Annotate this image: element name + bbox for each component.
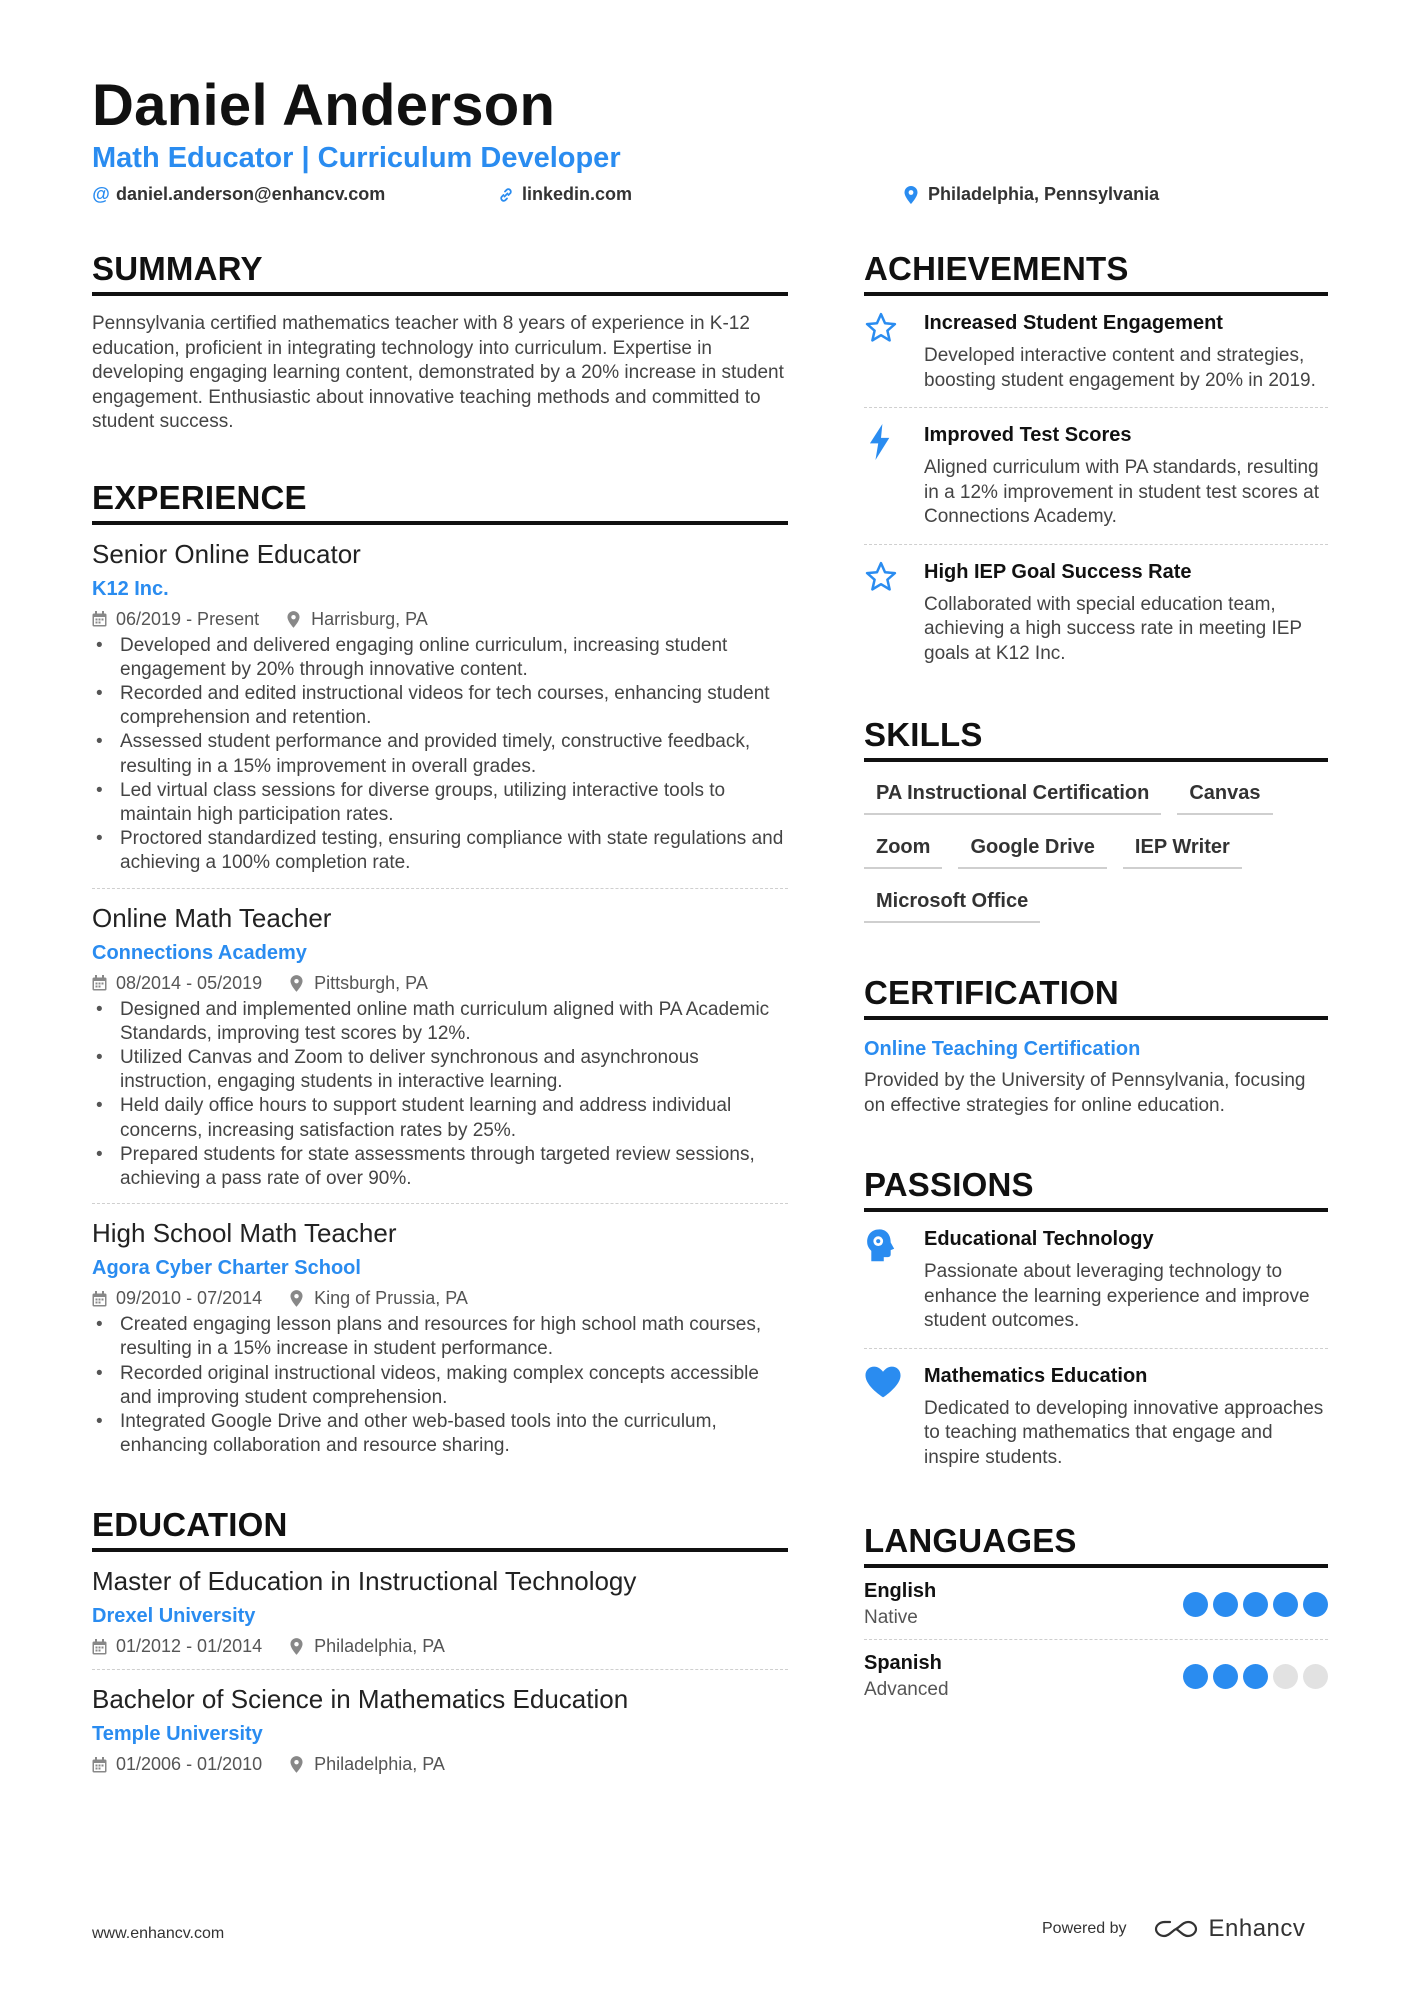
education-dates: 01/2012 - 01/2014	[116, 1636, 263, 1657]
certification-section	[864, 974, 1328, 1118]
rating-dot-filled	[1213, 1592, 1238, 1617]
location-pin-icon	[904, 186, 922, 204]
candidate-title: Math Educator | Curriculum Developer	[92, 142, 621, 174]
job-bullets	[92, 634, 788, 876]
language-item	[864, 1640, 1328, 1711]
star-icon	[864, 312, 898, 344]
candidate-name: Daniel Anderson	[92, 73, 556, 138]
company-name: K12 Inc.	[92, 577, 169, 600]
certification-heading: CERTIFICATION	[864, 974, 1328, 1020]
job-meta	[92, 973, 788, 994]
summary-heading: SUMMARY	[92, 250, 788, 296]
rating-dot-filled	[1243, 1592, 1268, 1617]
brand-name: Enhancv	[1208, 1915, 1306, 1942]
bullet-item: • Held daily office hours to support student learning and address individual concerns, increasing satisfaction rates by 25%.	[92, 1094, 788, 1142]
skill-tag: Microsoft Office	[864, 882, 1040, 923]
company-name: Agora Cyber Charter School	[92, 1257, 361, 1280]
passion-desc: Dedicated to developing innovative approaches to teaching mathematics that engage and inspire students.	[924, 1397, 1324, 1468]
passion-item	[864, 1212, 1328, 1349]
rating-dot-empty	[1273, 1664, 1298, 1689]
infinity-logo-icon	[1153, 1918, 1199, 1940]
bullet-item: • Utilized Canvas and Zoom to deliver synchronous and asynchronous instruction, engaging students in interactive learning.	[92, 1046, 788, 1094]
location-pin-icon	[290, 975, 306, 992]
skill-tag: PA Instructional Certification	[864, 774, 1161, 815]
language-level: Advanced	[864, 1679, 949, 1700]
job-entry	[92, 1204, 788, 1470]
calendar-icon	[92, 1291, 108, 1307]
language-rating	[1183, 1592, 1328, 1617]
job-bullets	[92, 998, 788, 1192]
skill-tag: IEP Writer	[1123, 828, 1242, 869]
skills-list	[864, 774, 1328, 936]
job-dates: 08/2014 - 05/2019	[116, 972, 263, 993]
footer-website[interactable]: www.enhancv.com	[92, 1925, 225, 1942]
language-level: Native	[864, 1607, 918, 1628]
education-location: Philadelphia, PA	[314, 1754, 445, 1775]
rating-dot-filled	[1183, 1664, 1208, 1689]
achievement-desc: Aligned curriculum with PA standards, resulting in a 12% improvement in student test scores at Connections Academy.	[924, 457, 1319, 527]
education-heading: EDUCATION	[92, 1506, 788, 1552]
job-bullets	[92, 1313, 788, 1458]
bullet-item: • Created engaging lesson plans and resources for high school math courses, resulting in a 15% increase in student performance.	[92, 1313, 788, 1361]
degree-title: Master of Education in Instructional Technology	[92, 1566, 637, 1597]
calendar-icon	[92, 1757, 108, 1773]
achievements-section	[864, 250, 1328, 680]
rating-dot-empty	[1303, 1664, 1328, 1689]
location-pin-icon	[287, 611, 303, 628]
skill-tag: Canvas	[1177, 774, 1272, 815]
bullet-item: • Prepared students for state assessments through targeted review sessions, achieving a pass rate of over 90%.	[92, 1143, 788, 1191]
education-meta	[92, 1754, 788, 1775]
job-meta	[92, 1288, 788, 1309]
achievement-item	[864, 408, 1328, 545]
job-dates: 09/2010 - 07/2014	[116, 1288, 263, 1309]
right-column	[864, 250, 1328, 1711]
experience-section	[92, 479, 788, 1471]
skill-tag: Google Drive	[958, 828, 1106, 869]
passion-title: Educational Technology	[924, 1228, 1154, 1250]
bullet-item: • Recorded and edited instructional videos for tech courses, enhancing student comprehension and retention.	[92, 682, 788, 730]
achievement-desc: Collaborated with special education team, achieving a high success rate in meeting IEP goals at K12 Inc.	[924, 593, 1302, 664]
star-icon	[864, 561, 898, 593]
languages-heading: LANGUAGES	[864, 1522, 1328, 1568]
achievement-item	[864, 296, 1328, 408]
linkedin-text: linkedin.com	[522, 184, 633, 204]
calendar-icon	[92, 1639, 108, 1655]
certification-desc: Provided by the University of Pennsylvania, focusing on effective strategies for online education.	[864, 1070, 1306, 1116]
passion-item	[864, 1349, 1328, 1485]
bullet-item: • Designed and implemented online math curriculum aligned with PA Academic Standards, improving test scores by 12%.	[92, 998, 788, 1046]
language-item	[864, 1568, 1328, 1640]
summary-text: Pennsylvania certified mathematics teacher with 8 years of experience in K-12 education, proficient in integrating technology into curriculum. Expertise in developing engaging learning content, demonstrated by a 20% increase in student engagement. Enthusiastic about innovative teaching methods and committed to student success.	[92, 313, 784, 432]
bullet-item: • Developed and delivered engaging online curriculum, increasing student engagement by 20% through innovative content.	[92, 634, 788, 682]
heart-icon	[864, 1365, 902, 1399]
rating-dot-filled	[1273, 1592, 1298, 1617]
education-entry	[92, 1670, 788, 1787]
left-column	[92, 250, 788, 1787]
achievement-title: Increased Student Engagement	[924, 312, 1223, 334]
contact-email[interactable]	[92, 184, 385, 205]
skill-tag: Zoom	[864, 828, 942, 869]
location-text: Philadelphia, Pennsylvania	[928, 184, 1160, 204]
school-name: Drexel University	[92, 1605, 256, 1628]
job-location: Pittsburgh, PA	[314, 972, 428, 993]
achievement-title: Improved Test Scores	[924, 424, 1132, 446]
achievement-item	[864, 545, 1328, 681]
location-pin-icon	[290, 1290, 306, 1307]
education-dates: 01/2006 - 01/2010	[116, 1754, 263, 1775]
job-title: Senior Online Educator	[92, 538, 361, 569]
job-entry	[92, 525, 788, 889]
education-location: Philadelphia, PA	[314, 1636, 445, 1657]
achievement-title: High IEP Goal Success Rate	[924, 560, 1192, 583]
link-icon	[498, 187, 516, 203]
education-entry	[92, 1552, 788, 1670]
head-brain-icon	[864, 1228, 898, 1264]
calendar-icon	[92, 611, 108, 627]
certification-title: Online Teaching Certification	[864, 1038, 1141, 1060]
job-title: High School Math Teacher	[92, 1218, 397, 1249]
experience-heading: EXPERIENCE	[92, 479, 788, 525]
enhancv-logo[interactable]	[1153, 1915, 1306, 1943]
footer-branding	[1042, 1915, 1305, 1943]
language-name: Spanish	[864, 1652, 942, 1674]
contact-location	[904, 184, 1159, 205]
passion-desc: Passionate about leveraging technology to enhance the learning experience and improve student outcomes.	[924, 1261, 1310, 1331]
school-name: Temple University	[92, 1723, 263, 1746]
languages-section	[864, 1522, 1328, 1711]
bullet-item: • Integrated Google Drive and other web-based tools into the curriculum, enhancing collaboration and resource sharing.	[92, 1410, 788, 1458]
contact-linkedin[interactable]	[498, 184, 632, 205]
bullet-item: • Led virtual class sessions for diverse groups, utilizing interactive tools to maintain high participation rates.	[92, 779, 788, 827]
job-location: King of Prussia, PA	[314, 1288, 468, 1309]
achievement-desc: Developed interactive content and strategies, boosting student engagement by 20% in 2019.	[924, 345, 1316, 391]
bullet-item: • Assessed student performance and provided timely, constructive feedback, resulting in a 15% improvement in overall grades.	[92, 730, 788, 778]
at-icon: @	[92, 184, 110, 204]
achievements-heading: ACHIEVEMENTS	[864, 250, 1328, 296]
job-dates: 06/2019 - Present	[116, 608, 260, 629]
passions-heading: PASSIONS	[864, 1166, 1328, 1212]
location-pin-icon	[290, 1756, 306, 1773]
job-entry	[92, 889, 788, 1205]
bullet-item: • Proctored standardized testing, ensuring compliance with state regulations and achieving a 100% completion rate.	[92, 827, 788, 875]
degree-title: Bachelor of Science in Mathematics Education	[92, 1684, 629, 1715]
rating-dot-filled	[1183, 1592, 1208, 1617]
education-section	[92, 1506, 788, 1787]
bullet-item: • Recorded original instructional videos, making complex concepts accessible and improving student comprehension.	[92, 1362, 788, 1410]
skills-heading: SKILLS	[864, 716, 1328, 762]
email-text: daniel.anderson@enhancv.com	[116, 184, 386, 204]
company-name: Connections Academy	[92, 941, 307, 964]
language-rating	[1183, 1664, 1328, 1689]
lightning-icon	[864, 424, 898, 460]
summary-section	[92, 250, 788, 435]
rating-dot-filled	[1303, 1592, 1328, 1617]
powered-by-text: Powered by	[1042, 1920, 1127, 1937]
passion-title: Mathematics Education	[924, 1364, 1148, 1387]
rating-dot-filled	[1243, 1664, 1268, 1689]
skills-section	[864, 716, 1328, 936]
education-meta	[92, 1636, 788, 1657]
job-location: Harrisburg, PA	[311, 608, 428, 629]
calendar-icon	[92, 975, 108, 991]
job-meta	[92, 609, 788, 630]
language-name: English	[864, 1580, 937, 1602]
location-pin-icon	[290, 1638, 306, 1655]
passions-section	[864, 1166, 1328, 1484]
job-title: Online Math Teacher	[92, 902, 332, 933]
rating-dot-filled	[1213, 1664, 1238, 1689]
